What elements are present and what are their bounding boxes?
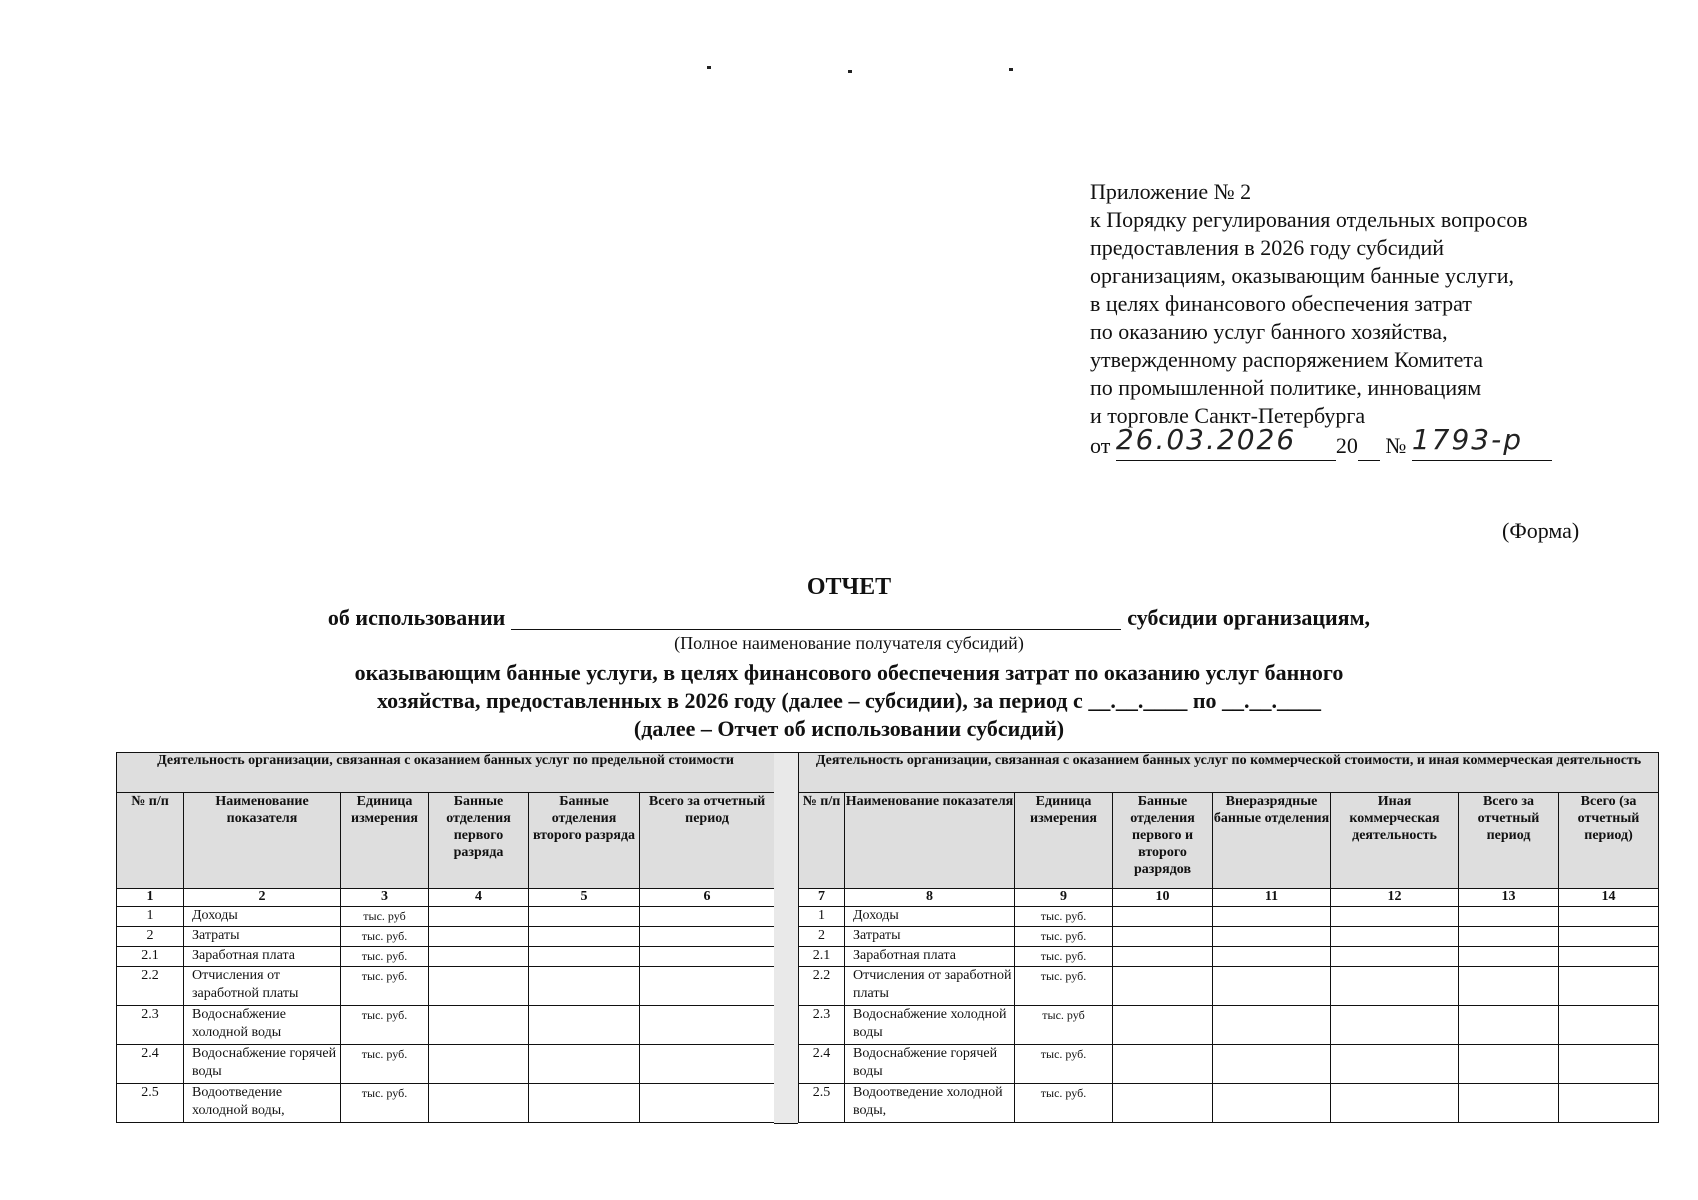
row-unit: тыс. руб. <box>341 967 429 1006</box>
right-column-header-row <box>799 793 1659 889</box>
table-row <box>799 967 1659 1006</box>
left-col-header: Банные отделения первого разряда <box>429 793 529 889</box>
value-cell[interactable] <box>1559 907 1659 927</box>
value-cell[interactable] <box>1113 1084 1213 1123</box>
row-index: 2.3 <box>799 1006 845 1045</box>
date-field <box>1115 423 1336 461</box>
left-col-header: Всего за отчетный период <box>640 793 775 889</box>
number-prefix: № <box>1385 433 1407 458</box>
year-blank <box>1358 432 1380 461</box>
report-line-1 <box>0 605 1698 632</box>
column-number: 6 <box>640 889 775 907</box>
column-number: 9 <box>1015 889 1113 907</box>
value-cell[interactable] <box>529 947 640 967</box>
appendix-block <box>1090 178 1552 461</box>
value-cell[interactable] <box>640 1045 775 1084</box>
right-group-header-row <box>799 753 1659 793</box>
left-group-header: Деятельность организации, связанная с оказанием банных услуг по предельной стоимости <box>117 753 775 793</box>
value-cell[interactable] <box>1213 1006 1331 1045</box>
column-number: 14 <box>1559 889 1659 907</box>
right-col-header: Наименование показателя <box>845 793 1015 889</box>
value-cell[interactable] <box>1331 1084 1459 1123</box>
value-cell[interactable] <box>1559 967 1659 1006</box>
appendix-line: по промышленной политике, инновациям <box>1090 375 1482 400</box>
value-cell[interactable] <box>529 1084 640 1123</box>
value-cell[interactable] <box>1113 907 1213 927</box>
table-row <box>799 927 1659 947</box>
value-cell[interactable] <box>640 947 775 967</box>
right-table <box>798 752 1659 1123</box>
value-cell[interactable] <box>640 907 775 927</box>
value-cell[interactable] <box>1113 947 1213 967</box>
right-col-header: Единица измерения <box>1015 793 1113 889</box>
column-number: 11 <box>1213 889 1331 907</box>
row-index: 2.2 <box>799 967 845 1006</box>
row-name: Отчисления от заработной платы <box>845 967 1015 1006</box>
row-unit: тыс. руб <box>1015 1006 1113 1045</box>
right-col-header: Внеразрядные банные отделения <box>1213 793 1331 889</box>
row-unit: тыс. руб. <box>1015 927 1113 947</box>
value-cell[interactable] <box>429 927 529 947</box>
value-cell[interactable] <box>529 1045 640 1084</box>
table-row <box>799 947 1659 967</box>
value-cell[interactable] <box>529 1006 640 1045</box>
row-unit: тыс. руб. <box>1015 907 1113 927</box>
row-name: Заработная плата <box>845 947 1015 967</box>
appendix-line: Приложение № 2 <box>1090 179 1252 204</box>
table-row <box>117 1084 775 1123</box>
value-cell[interactable] <box>640 927 775 947</box>
value-cell[interactable] <box>1331 927 1459 947</box>
column-number: 8 <box>845 889 1015 907</box>
value-cell[interactable] <box>1559 947 1659 967</box>
row-index: 2.5 <box>117 1084 184 1123</box>
table-row <box>117 947 775 967</box>
row-name: Водоснабжение холодной воды <box>184 1006 341 1045</box>
table-row <box>799 1006 1659 1045</box>
report-title: ОТЧЕТ <box>806 574 892 600</box>
handwritten-number: 1793-р <box>1411 423 1523 456</box>
value-cell[interactable] <box>1459 1006 1559 1045</box>
recipient-name-blank <box>511 603 1121 630</box>
value-cell[interactable] <box>1559 1045 1659 1084</box>
left-table <box>116 752 775 1123</box>
column-number: 13 <box>1459 889 1559 907</box>
value-cell[interactable] <box>1559 1084 1659 1123</box>
value-cell[interactable] <box>1559 927 1659 947</box>
table-row <box>117 927 775 947</box>
value-cell[interactable] <box>1331 1045 1459 1084</box>
value-cell[interactable] <box>429 907 529 927</box>
row-index: 2 <box>799 927 845 947</box>
value-cell[interactable] <box>529 967 640 1006</box>
value-cell[interactable] <box>1459 907 1559 927</box>
report-line-4: (далее – Отчет об использовании субсидий) <box>633 716 1065 741</box>
report-line-1-start: об использовании <box>327 605 506 630</box>
table-row <box>799 907 1659 927</box>
row-unit: тыс. руб. <box>341 1084 429 1123</box>
left-col-header: Банные отделения второго разряда <box>529 793 640 889</box>
handwritten-date: 26.03.2026 <box>1115 423 1297 456</box>
value-cell[interactable] <box>1213 947 1331 967</box>
value-cell[interactable] <box>1459 1084 1559 1123</box>
left-group-header-row <box>117 753 775 793</box>
row-unit: тыс. руб. <box>1015 967 1113 1006</box>
row-unit: тыс. руб. <box>1015 947 1113 967</box>
row-name: Затраты <box>184 927 341 947</box>
row-name: Доходы <box>845 907 1015 927</box>
row-name: Водоснабжение горячей воды <box>845 1045 1015 1084</box>
row-index: 2.4 <box>117 1045 184 1084</box>
column-number: 7 <box>799 889 845 907</box>
value-cell[interactable] <box>1459 927 1559 947</box>
appendix-line: предоставления в 2026 году субсидий <box>1090 235 1444 260</box>
date-prefix: от <box>1090 433 1111 458</box>
table-row <box>117 1006 775 1045</box>
value-cell[interactable] <box>1213 907 1331 927</box>
row-index: 2.4 <box>799 1045 845 1084</box>
recipient-caption: (Полное наименование получателя субсидий) <box>674 633 1024 653</box>
row-name: Доходы <box>184 907 341 927</box>
value-cell[interactable] <box>1559 1006 1659 1045</box>
row-unit: тыс. руб. <box>341 947 429 967</box>
row-index: 1 <box>799 907 845 927</box>
right-col-header: Иная коммерческая деятельность <box>1331 793 1459 889</box>
report-line-2: оказывающим банные услуги, в целях финансового обеспечения затрат по оказанию услуг банного <box>354 660 1344 685</box>
appendix-line: утвержденному распоряжением Комитета <box>1090 347 1484 372</box>
scan-speck <box>707 66 711 69</box>
column-number: 12 <box>1331 889 1459 907</box>
left-col-header: № п/п <box>117 793 184 889</box>
value-cell[interactable] <box>429 1006 529 1045</box>
row-name: Водоснабжение холодной воды <box>845 1006 1015 1045</box>
row-name: Отчисления от заработной платы <box>184 967 341 1006</box>
column-number: 4 <box>429 889 529 907</box>
value-cell[interactable] <box>1331 967 1459 1006</box>
table-row <box>117 907 775 927</box>
right-col-header: Всего за отчетный период <box>1459 793 1559 889</box>
table-row <box>117 967 775 1006</box>
left-col-header: Наименование показателя <box>184 793 341 889</box>
table-separator <box>774 752 798 1124</box>
row-unit: тыс. руб. <box>341 927 429 947</box>
value-cell[interactable] <box>429 967 529 1006</box>
value-cell[interactable] <box>429 947 529 967</box>
row-unit: тыс. руб. <box>1015 1084 1113 1123</box>
appendix-line: и торговле Санкт-Петербурга <box>1090 403 1366 428</box>
row-unit: тыс. руб. <box>1015 1045 1113 1084</box>
year-suffix: 20 <box>1335 433 1358 458</box>
report-line-1-end: субсидии организациям, <box>1127 605 1371 630</box>
column-number: 10 <box>1113 889 1213 907</box>
value-cell[interactable] <box>429 1084 529 1123</box>
right-col-header: Всего (за отчетный период) <box>1559 793 1659 889</box>
value-cell[interactable] <box>429 1045 529 1084</box>
row-index: 2.5 <box>799 1084 845 1123</box>
row-unit: тыс. руб <box>341 907 429 927</box>
value-cell[interactable] <box>1213 1084 1331 1123</box>
left-col-header: Единица измерения <box>341 793 429 889</box>
row-unit: тыс. руб. <box>341 1045 429 1084</box>
table-row <box>799 1045 1659 1084</box>
value-cell[interactable] <box>1213 927 1331 947</box>
appendix-line: по оказанию услуг банного хозяйства, <box>1090 319 1448 344</box>
row-name: Водоотведение холодной воды, <box>845 1084 1015 1123</box>
left-column-header-row <box>117 793 775 889</box>
table-row <box>799 1084 1659 1123</box>
row-index: 2.3 <box>117 1006 184 1045</box>
row-name: Водоснабжение горячей воды <box>184 1045 341 1084</box>
order-date-row <box>1090 423 1552 461</box>
row-name: Заработная плата <box>184 947 341 967</box>
row-name: Водоотведение холодной воды, <box>184 1084 341 1123</box>
appendix-line: организациям, оказывающим банные услуги, <box>1090 263 1514 288</box>
row-unit: тыс. руб. <box>341 1006 429 1045</box>
value-cell[interactable] <box>1331 907 1459 927</box>
report-line-3: хозяйства, предоставленных в 2026 году (далее – субсидии), за период с __.__.____ по __.__.____ <box>376 688 1321 713</box>
table-row <box>117 1045 775 1084</box>
value-cell[interactable] <box>1331 947 1459 967</box>
appendix-line: к Порядку регулирования отдельных вопросов <box>1090 207 1528 232</box>
value-cell[interactable] <box>1213 967 1331 1006</box>
scan-speck <box>1009 68 1013 71</box>
value-cell[interactable] <box>1113 967 1213 1006</box>
value-cell[interactable] <box>1331 1006 1459 1045</box>
row-index: 2.1 <box>799 947 845 967</box>
right-column-number-row <box>799 889 1659 907</box>
value-cell[interactable] <box>640 1006 775 1045</box>
row-index: 2 <box>117 927 184 947</box>
right-col-header: Банные отделения первого и второго разрядов <box>1113 793 1213 889</box>
row-index: 2.2 <box>117 967 184 1006</box>
value-cell[interactable] <box>1113 927 1213 947</box>
form-label: (Форма) <box>1502 518 1580 543</box>
value-cell[interactable] <box>640 1084 775 1123</box>
value-cell[interactable] <box>1459 1045 1559 1084</box>
row-name: Затраты <box>845 927 1015 947</box>
column-number: 1 <box>117 889 184 907</box>
value-cell[interactable] <box>529 927 640 947</box>
appendix-line: в целях финансового обеспечения затрат <box>1090 291 1472 316</box>
column-number: 5 <box>529 889 640 907</box>
scan-speck <box>848 70 852 73</box>
value-cell[interactable] <box>1113 1006 1213 1045</box>
value-cell[interactable] <box>1213 1045 1331 1084</box>
value-cell[interactable] <box>529 907 640 927</box>
left-column-number-row <box>117 889 775 907</box>
value-cell[interactable] <box>1459 967 1559 1006</box>
column-number: 2 <box>184 889 341 907</box>
row-index: 2.1 <box>117 947 184 967</box>
row-index: 1 <box>117 907 184 927</box>
value-cell[interactable] <box>1113 1045 1213 1084</box>
right-col-header: № п/п <box>799 793 845 889</box>
right-group-header: Деятельность организации, связанная с оказанием банных услуг по коммерческой стоимости, и иная коммерческая деятельность <box>799 753 1659 793</box>
number-field <box>1411 423 1552 461</box>
column-number: 3 <box>341 889 429 907</box>
value-cell[interactable] <box>640 967 775 1006</box>
value-cell[interactable] <box>1459 947 1559 967</box>
